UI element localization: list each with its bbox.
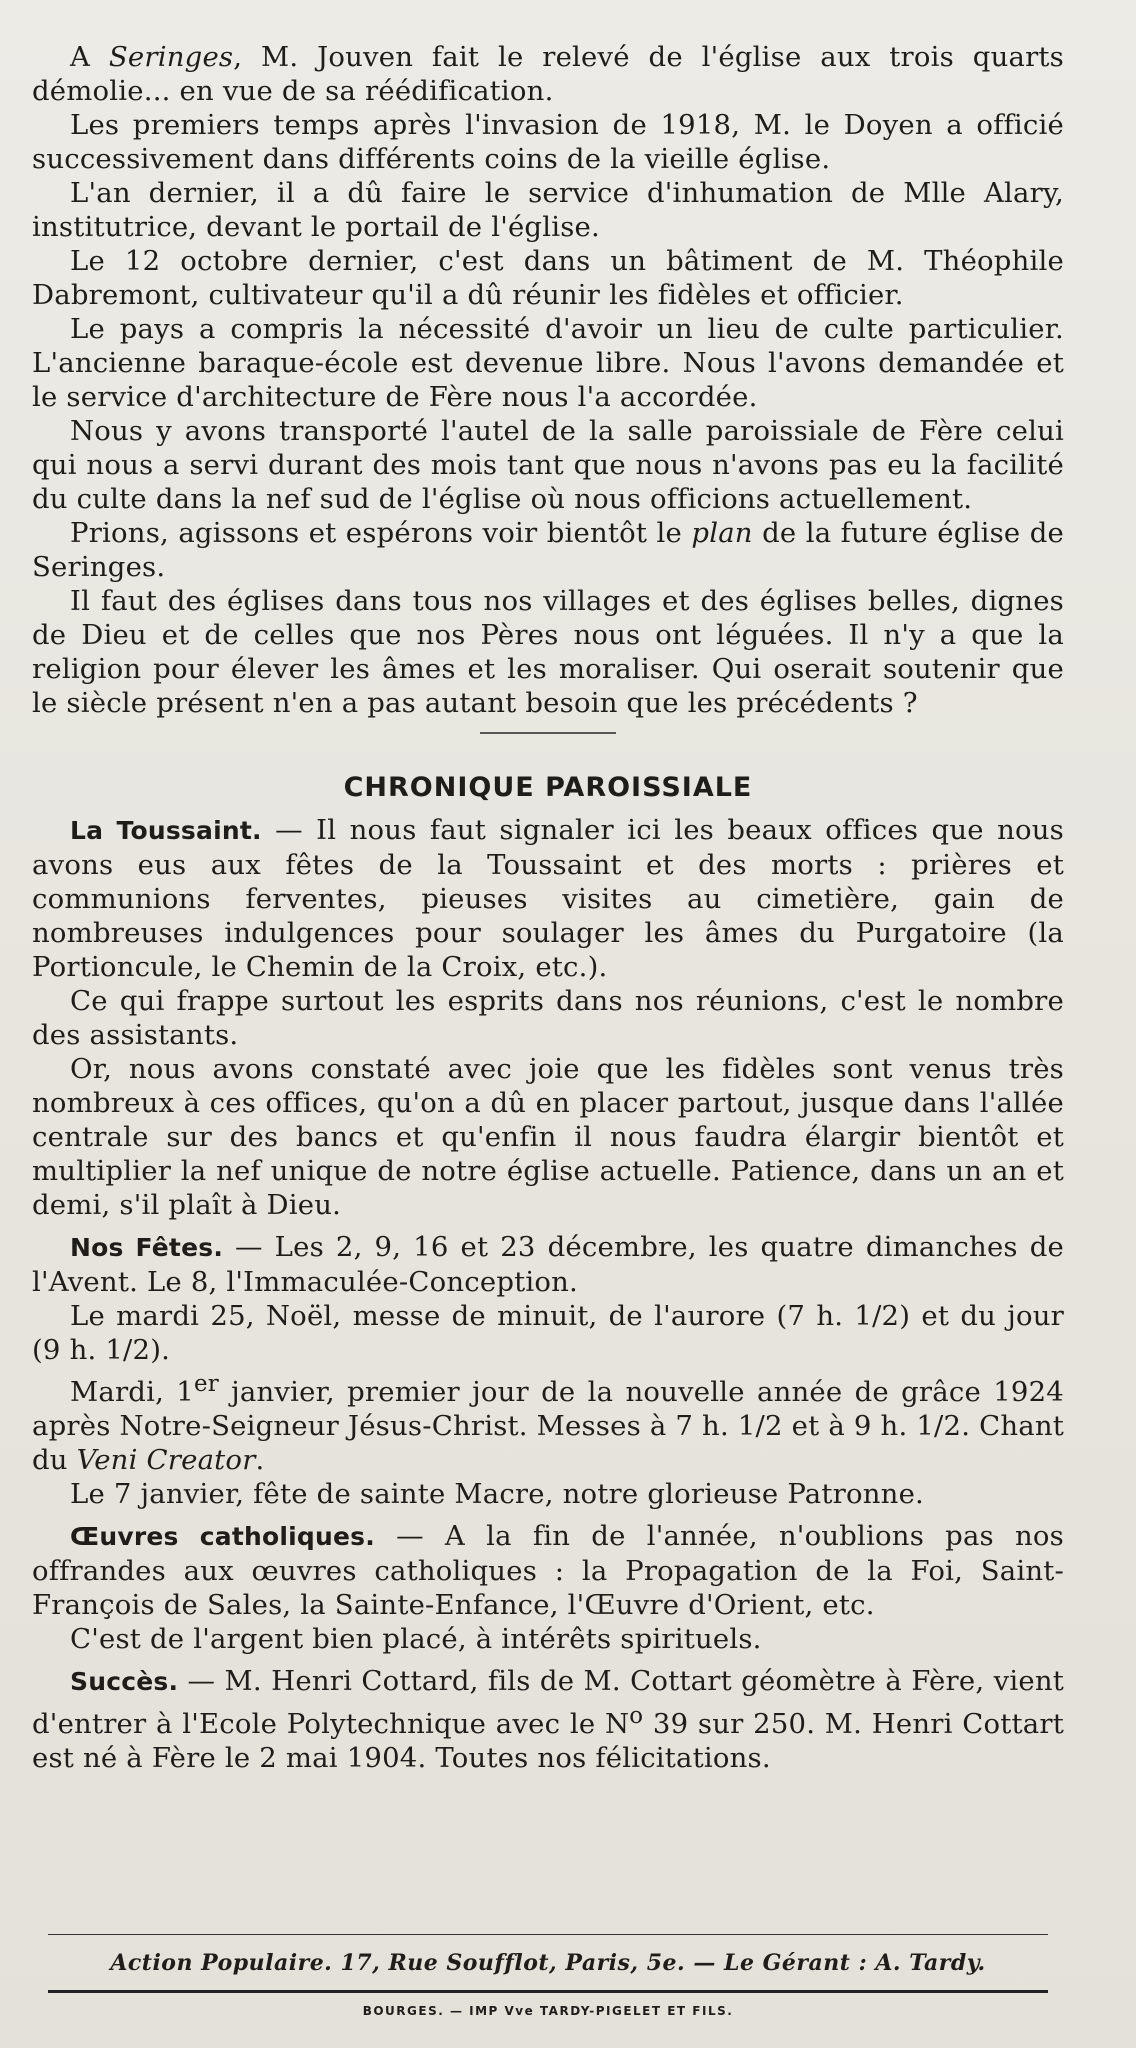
footer-rule-top — [48, 1934, 1048, 1935]
text: — A la fin de l'année, n'oublions pas nos offrandes aux œuvres catholiques : la Propagation de la Foi, Saint-François de Sales, la Sainte-Enfance, l'Œuvre d'Orient, etc. — [32, 1520, 1064, 1622]
intro-paragraph-eglises: Il faut des églises dans tous nos villages et des églises belles, dignes de Dieu et de celles que nos Pères nous ont léguées. Il n'y a que la religion pour élever les âmes et les moraliser. Qui oserait soutenir que le siècle présent n'en a pas autant besoin que les précédents ? — [32, 585, 1064, 719]
toussaint-paragraph — [32, 813, 1064, 984]
printer-line: BOURGES. — IMP Vve TARDY-PIGELET ET FILS. — [362, 2004, 734, 2018]
text: — Les 2, 9, 16 et 23 décembre, les quatre dimanches de l'Avent. Le 8, l'Immaculée-Conception. — [32, 1231, 1064, 1298]
text: janvier, premier jour de la nouvelle année de grâce 1924 après Notre-Seigneur Jésus-Christ. Messes à 7 h. 1/2 et à 9 h. 1/2. Chant du — [32, 1376, 1064, 1477]
text: — M. Henri Cottard, fils de M. Cottart géomètre à Fère, vient d'entrer à l'Ecole Polytechnique avec le N — [32, 1665, 1064, 1741]
toussaint-paragraph-3: Or, nous avons constaté avec joie que les fidèles sont venus très nombreux à ces offices, qu'on a dû en placer partout, jusque dans l'allée centrale sur des bancs et qu'enfin il nous faudra élargir bientôt et multiplier la nef unique de notre église actuelle. Patience, dans un an et demi, s'il plaît à Dieu. — [32, 1053, 1064, 1221]
intro-paragraph-autel: Nous y avons transporté l'autel de la salle paroissiale de Fère celui qui nous a servi durant des mois tant que nous n'avons pas eu la facilité du culte dans la nef sud de l'église où nous officions actuellement. — [32, 415, 1064, 515]
superscript: o — [629, 1703, 644, 1730]
text: , M. Jouven fait le relevé de l'église aux trois quarts démolie... en vue de sa réédification. — [32, 41, 1064, 107]
text: Mardi, 1 — [70, 1376, 194, 1409]
fetes-paragraph-janvier — [32, 1367, 1064, 1477]
text: . — [255, 1444, 265, 1477]
text: — Il nous faut signaler ici les beaux offices que nous avons eus aux fêtes de la Toussaint et des morts : prières et communions ferventes, pieuses visites au cimetière, gain de nombreuses indulgences pour soulager les âmes du Purgatoire (la Portioncule, le Chemin de la Croix, etc.). — [32, 814, 1064, 983]
intro-paragraph-seringes — [32, 40, 1064, 108]
oeuvres-heading: Œuvres catholiques. — [70, 1522, 375, 1552]
oeuvres-paragraph — [32, 1519, 1064, 1622]
fetes-heading: Nos Fêtes. — [70, 1233, 224, 1262]
emphasis: Veni Creator — [76, 1444, 256, 1477]
text: de la future église de Seringes. — [32, 517, 1065, 583]
place-name: Seringes — [108, 41, 234, 73]
superscript: er — [194, 1371, 219, 1397]
intro-paragraph-october: Le 12 octobre dernier, c'est dans un bâtiment de M. Théophile Dabremont, cultivateur qu'il a dû réunir les fidèles et officier. — [32, 245, 1064, 311]
oeuvres-paragraph-2: C'est de l'argent bien placé, à intérêts spirituels. — [70, 1623, 762, 1656]
toussaint-heading: La Toussaint. — [70, 816, 262, 845]
intro-paragraph-lieu-de-culte: Le pays a compris la nécessité d'avoir un lieu de culte particulier. L'ancienne baraque-école est devenue libre. Nous l'avons demandée et le service d'architecture de Fère nous l'a accordée. — [32, 313, 1064, 413]
succes-paragraph — [32, 1664, 1064, 1775]
succes-heading: Succès. — [70, 1667, 179, 1697]
text: Prions, agissons et espérons voir bientôt le — [70, 517, 692, 549]
emphasis: plan — [691, 517, 753, 549]
footer-rule-bottom — [48, 1990, 1048, 1993]
text: A — [70, 41, 109, 73]
intro-paragraph-prions — [32, 516, 1064, 584]
toussaint-paragraph-2: Ce qui frappe surtout les esprits dans nos réunions, c'est le nombre des assistants. — [32, 985, 1064, 1051]
section-title: CHRONIQUE PAROISSIALE — [343, 772, 753, 803]
fetes-paragraph-noel: Le mardi 25, Noël, messe de minuit, de l'aurore (7 h. 1/2) et du jour (9 h. 1/2). — [32, 1300, 1064, 1366]
intro-paragraph-invasion: Les premiers temps après l'invasion de 1918, M. le Doyen a officié successivement dans différents coins de la vieille église. — [32, 109, 1064, 175]
text-column — [32, 40, 1064, 1775]
text: 39 sur 250. M. Henri Cottart est né à Fère le 2 mai 1904. Toutes nos félicitations. — [32, 1708, 1064, 1775]
fetes-paragraph — [32, 1230, 1064, 1299]
section-divider — [480, 732, 616, 734]
publisher-line: Action Populaire. 17, Rue Soufflot, Paris, 5e. — Le Gérant : A. Tardy. — [110, 1950, 986, 1976]
intro-paragraph-inhumation: L'an dernier, il a dû faire le service d'inhumation de Mlle Alary, institutrice, devant le portail de l'église. — [32, 177, 1064, 243]
fetes-paragraph-macre: Le 7 janvier, fête de sainte Macre, notre glorieuse Patronne. — [70, 1478, 924, 1511]
